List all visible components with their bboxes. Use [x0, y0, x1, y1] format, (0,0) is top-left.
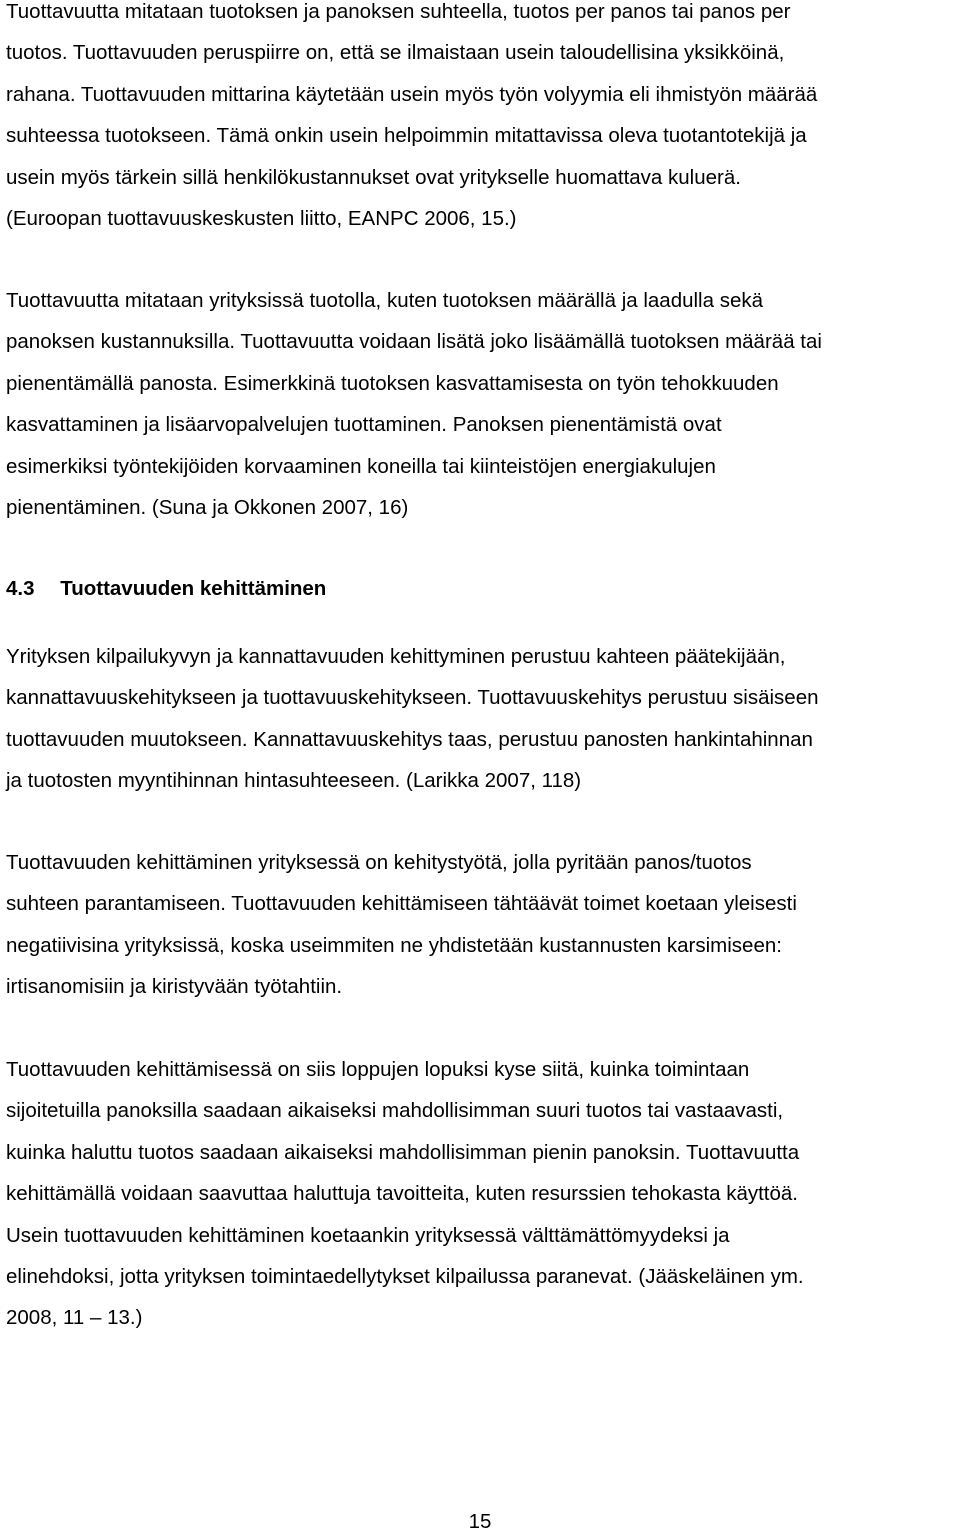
- text-line: usein myös tärkein sillä henkilökustannukset ovat yritykselle huomattava kuluerä.: [6, 165, 741, 189]
- paragraph-2: [6, 280, 822, 528]
- text-line: Yrityksen kilpailukyvyn ja kannattavuuden kehittyminen perustuu kahteen päätekijään,: [6, 645, 786, 668]
- text-line: elinehdoksi, jotta yrityksen toimintaedellytykset kilpailussa paranevat. (Jääskeläinen ym.: [6, 1264, 804, 1288]
- text-line: sijoitetuilla panoksilla saadaan aikaiseksi mahdollisimman suuri tuotos tai vastaavasti,: [6, 1099, 784, 1123]
- paragraph-4: [6, 842, 797, 1008]
- text-line: panoksen kustannuksilla. Tuottavuutta voidaan lisätä joko lisäämällä tuotoksen määrää tai: [6, 330, 822, 354]
- text-line: pienentäminen. (Suna ja Okkonen 2007, 16): [6, 495, 409, 519]
- text-line: esimerkiksi työntekijöiden korvaaminen koneilla tai kiinteistöjen energiakulujen: [6, 454, 716, 478]
- text-line: pienentämällä panosta. Esimerkkinä tuotoksen kasvattamisesta on työn tehokkuuden: [6, 371, 779, 395]
- text-line: irtisanomisiin ja kiristyvään työtahtiin.: [6, 975, 343, 999]
- text-line: Tuottavuutta mitataan tuotoksen ja panoksen suhteella, tuotos per panos tai panos per: [6, 0, 791, 23]
- text-line: (Euroopan tuottavuuskeskusten liitto, EANPC 2006, 15.): [6, 206, 517, 230]
- text-line: tuottavuuden muutokseen. Kannattavuuskehitys taas, perustuu panosten hankintahinnan: [6, 727, 813, 751]
- section-title: Tuottavuuden kehittäminen: [60, 577, 327, 600]
- section-number: 4.3: [6, 577, 35, 600]
- text-line: Tuottavuutta mitataan yrityksissä tuotolla, kuten tuotoksen määrällä ja laadulla sekä: [6, 289, 764, 312]
- page-number: 15: [468, 1510, 492, 1533]
- text-line: kannattavuuskehitykseen ja tuottavuuskehitykseen. Tuottavuuskehitys perustuu sisäiseen: [6, 686, 819, 710]
- paragraph-5: [6, 1049, 804, 1339]
- paragraph-1: [6, 0, 817, 239]
- section-heading: [6, 568, 326, 609]
- text-line: Usein tuottavuuden kehittäminen koetaankin yrityksessä välttämättömyydeksi ja: [6, 1223, 730, 1247]
- text-line: suhteen parantamiseen. Tuottavuuden kehittämiseen tähtäävät toimet koetaan yleisesti: [6, 892, 797, 916]
- text-line: kehittämällä voidaan saavuttaa haluttuja tavoitteita, kuten resurssien tehokasta käyttöä.: [6, 1182, 799, 1206]
- text-line: rahana. Tuottavuuden mittarina käytetään usein myös työn volyymia eli ihmistyön määrää: [6, 82, 818, 106]
- text-line: tuotos. Tuottavuuden peruspiirre on, että se ilmaistaan usein taloudellisina yksikköinä,: [6, 41, 785, 65]
- paragraph-3: [6, 636, 819, 802]
- text-line: Tuottavuuden kehittäminen yrityksessä on kehitystyötä, jolla pyritään panos/tuotos: [6, 851, 752, 874]
- text-line: kuinka haluttu tuotos saadaan aikaiseksi mahdollisimman pienin panoksin. Tuottavuutta: [6, 1140, 800, 1164]
- text-line: kasvattaminen ja lisäarvopalvelujen tuottaminen. Panoksen pienentämistä ovat: [6, 413, 722, 437]
- text-line: Tuottavuuden kehittämisessä on siis loppujen lopuksi kyse siitä, kuinka toimintaan: [6, 1058, 750, 1081]
- text-line: ja tuotosten myyntihinnan hintasuhteeseen. (Larikka 2007, 118): [6, 769, 582, 793]
- text-line: 2008, 11 – 13.): [6, 1306, 143, 1330]
- text-line: suhteessa tuotokseen. Tämä onkin usein helpoimmin mitattavissa oleva tuotantotekijä ja: [6, 124, 807, 148]
- text-line: negatiivisina yrityksissä, koska useimmiten ne yhdistetään kustannusten karsimiseen:: [6, 933, 782, 957]
